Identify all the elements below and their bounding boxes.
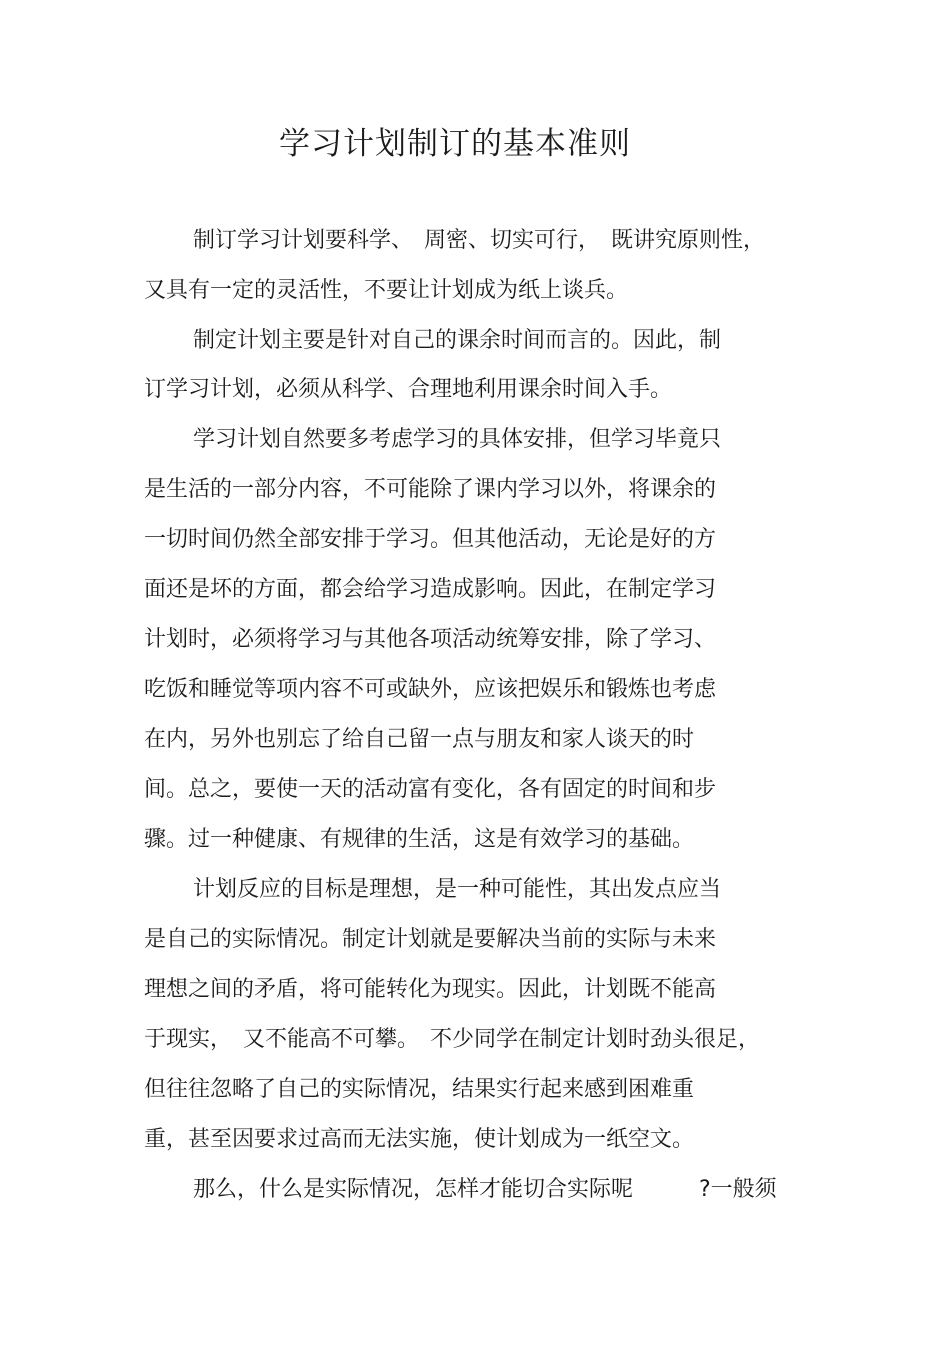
paragraph-line: 计划反应的目标是理想，是一种可能性，其出发点应当: [193, 877, 722, 902]
paragraph-line: 重，甚至因要求过高而无法实施，使计划成为一纸空文。: [144, 1127, 695, 1152]
paragraph-line: 间。总之，要使一天的活动富有变化，各有固定的时间和步: [144, 777, 717, 802]
paragraph-line: 在内，另外也别忘了给自己留一点与朋友和家人谈天的时: [144, 727, 695, 752]
paragraph-line: 制定计划主要是针对自己的课余时间而言的。因此，制: [193, 328, 722, 353]
paragraph-line: 计划时，必须将学习与其他各项活动统筹安排，除了学习、: [144, 627, 717, 652]
paragraph-line: 制订学习计划要科学、 周密、切实可行， 既讲究原则性，: [193, 228, 766, 253]
paragraph-line: 是生活的一部分内容，不可能除了课内学习以外，将课余的: [144, 477, 717, 502]
paragraph-line: 又具有一定的灵活性，不要让计划成为纸上谈兵。: [144, 278, 629, 303]
paragraph-line: 学习计划自然要多考虑学习的具体安排，但学习毕竟只: [193, 427, 722, 452]
paragraph-line: 一切时间仍然全部安排于学习。但其他活动，无论是好的方: [144, 527, 717, 552]
paragraph-line: 吃饭和睡觉等项内容不可或缺外，应该把娱乐和锻炼也考虑: [144, 677, 717, 702]
paragraph-line: 订学习计划，必须从科学、合理地利用课余时间入手。: [144, 377, 673, 402]
paragraph-line: 理想之间的矛盾，将可能转化为现实。因此，计划既不能高: [144, 977, 717, 1002]
paragraph-line: 那么，什么是实际情况，怎样才能切合实际呢 ?一般须: [193, 1177, 777, 1202]
document-title: 学习计划制订的基本准则: [279, 126, 631, 162]
paragraph-line: 是自己的实际情况。制定计划就是要解决当前的实际与未来: [144, 927, 717, 952]
paragraph-line: 面还是坏的方面，都会给学习造成影响。因此，在制定学习: [144, 577, 717, 602]
paragraph-line: 但往往忽略了自己的实际情况，结果实行起来感到困难重: [144, 1077, 695, 1102]
paragraph-line: 骤。过一种健康、有规律的生活，这是有效学习的基础。: [144, 827, 695, 852]
paragraph-line: 于现实， 又不能高不可攀。 不少同学在制定计划时劲头很足，: [144, 1027, 761, 1052]
